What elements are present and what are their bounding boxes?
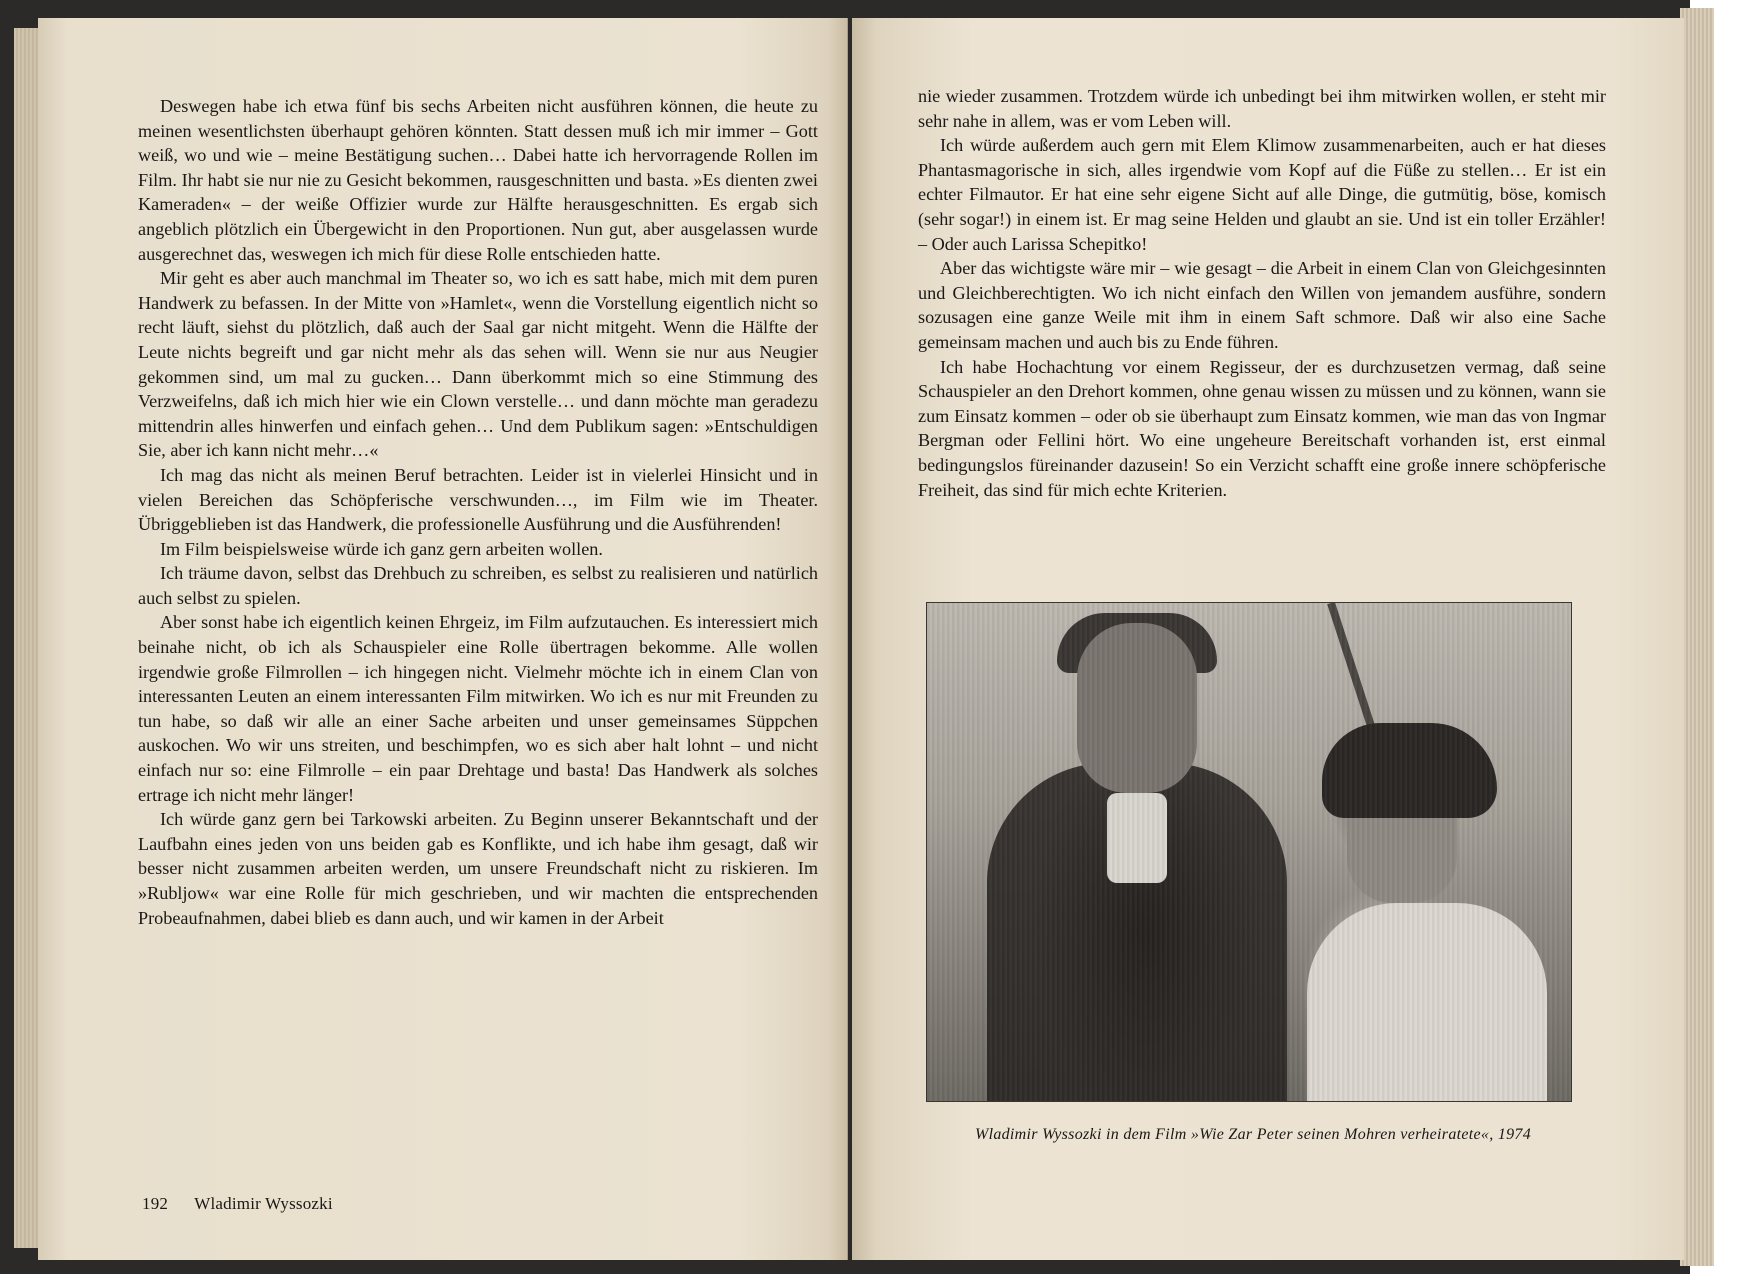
right-page-text xyxy=(918,84,1606,502)
left-page xyxy=(38,18,848,1260)
photo-texture xyxy=(927,603,1571,1101)
left-page-edges xyxy=(14,28,40,1248)
paragraph: Mir geht es aber auch manchmal im Theater so, wo ich es satt habe, mich mit dem puren Handwerk zu befassen. In der Mitte von »Hamlet«, wenn die Vorstellung eigentlich nicht so recht läuft, siehst du plötzlich, daß auch der Saal gar nicht mitgeht. Wenn die Hälfte der Leute nichts begreift und gar nicht mehr als das sehen will. Wenn sie nur aus Neugier gekommen sind, um mal zu gucken… Dann überkommt mich so eine Stimmung des Verzweifelns, daß ich mich hier wie ein Clown verstelle… und dann möchte man geradezu mittendrin alles hinwerfen und einfach gehen… Und dem Publikum sagen: »Entschuldigen Sie, aber ich kann nicht mehr…« xyxy=(138,268,818,461)
page-footer xyxy=(142,1194,333,1214)
paragraph: Ich habe Hochachtung vor einem Regisseur, der es durchzusetzen vermag, daß seine Schauspieler an den Drehort kommen, ohne genau wissen zu müssen und zu können, wann sie zum Einsatz kommen – oder ob sie überhaupt zum Einsatz kommen, wie man das von Ingmar Bergman oder Fellini hört. Wo eine ungeheure Bereitschaft vorhanden ist, erst einmal bedingungslos füreinander dazusein! So ein Verzicht schafft eine große innere schöpferische Freiheit, das sind für mich echte Kriterien. xyxy=(918,356,1606,500)
right-page xyxy=(852,18,1684,1260)
paragraph: Ich mag das nicht als meinen Beruf betrachten. Leider ist in vielerlei Hinsicht und in vielen Bereichen das Schöpferische verschwunden…, im Film wie im Theater. Übriggeblieben ist das Handwerk, die professionelle Ausführung und die Ausführenden! xyxy=(138,464,818,535)
right-page-edges xyxy=(1680,8,1714,1266)
paragraph: Aber das wichtigste wäre mir – wie gesagt – die Arbeit in einem Clan von Gleichgesinnten und Gleichberechtigten. Wo ich nicht einfach den Willen von jemandem ausführe, sondern sozusagen eine ganze Weile mit ihm in einem Saft schmore. Daß wir also eine Sache gemeinsam machen und auch bis zu Ende führen. xyxy=(918,258,1606,352)
paragraph: Ich träume davon, selbst das Drehbuch zu schreiben, es selbst zu realisieren und natürlich auch selbst zu spielen. xyxy=(138,563,818,608)
left-page-text xyxy=(138,94,818,930)
photo-caption: Wladimir Wyssozki in dem Film »Wie Zar Peter seinen Mohren verheiratete«, 1974 xyxy=(974,1126,1532,1143)
running-head: Wladimir Wyssozki xyxy=(194,1194,333,1213)
paragraph: Im Film beispielsweise würde ich ganz gern arbeiten wollen. xyxy=(160,538,603,559)
film-still-photo xyxy=(926,602,1572,1102)
page-number: 192 xyxy=(142,1194,169,1213)
paragraph: Deswegen habe ich etwa fünf bis sechs Arbeiten nicht ausführen können, die heute zu meinen wesentlichsten überhaupt gehören könnten. Statt dessen muß ich mir immer – Gott weiß, wo und wie – meine Bestätigung suchen… Dabei hatte ich hervorragende Rollen im Film. Ihr habt sie nur nie zu Gesicht bekommen, rausgeschnitten und basta. »Es dienten zwei Kameraden« – der weiße Offizier wurde zur Hälfte herausgeschnitten. Es ergab sich angeblich plötzlich ein Übergewicht in den Proportionen. Nun gut, aber ausgelassen wurde ausgerechnet das, weswegen ich mich für diese Rolle entschieden hatte. xyxy=(138,96,818,264)
paragraph: Ich würde ganz gern bei Tarkowski arbeiten. Zu Beginn unserer Bekanntschaft und der Laufbahn eines jeden von uns beiden gab es Konflikte, und ich habe ihm gesagt, daß wir besser nicht zusammen arbeiten werden, um unsere Freundschaft nicht zu riskieren. Im »Rubljow« war eine Rolle für mich geschrieben, und wir machten die entsprechenden Probeaufnahmen, dabei blieb es dann auch, und wir kamen in der Arbeit xyxy=(138,809,818,928)
paragraph: nie wieder zusammen. Trotzdem würde ich unbedingt bei ihm mitwirken wollen, er steht mir sehr nahe in allem, was er vom Leben will. xyxy=(918,86,1606,131)
paragraph: Ich würde außerdem auch gern mit Elem Klimow zusammenarbeiten, auch er hat dieses Phantasmagorische in sich, alles irgendwie vom Kopf auf die Füße zu stellen… Er ist ein echter Filmautor. Er hat eine sehr eigene Sicht auf alle Dinge, die gutmütig, böse, komisch (sehr sogar!) in einem ist. Er mag seine Helden und glaubt an sie. Und ist ein toller Erzähler! – Oder auch Larissa Schepitko! xyxy=(918,135,1606,254)
paragraph: Aber sonst habe ich eigentlich keinen Ehrgeiz, im Film aufzutauchen. Es interessiert mich beinahe nicht, ob ich als Schauspieler eine Rolle übertragen bekomme. Alle wollen irgendwie große Filmrollen – ich hingegen nicht. Vielmehr möchte ich in einem Clan von interessanten Leuten an einem interessanten Film mitwirken. Wo ich es nur mit Freunden zu tun habe, so daß wir alle an einer Sache arbeiten und unser gemeinsames Süppchen auskochen. Wo wir uns streiten, und beschimpfen, wo es sich aber halt lohnt – und nicht einfach nur so: eine Filmrolle – ein paar Drehtage und basta! Das Handwerk als solches ertrage ich nicht mehr länger! xyxy=(138,612,818,805)
